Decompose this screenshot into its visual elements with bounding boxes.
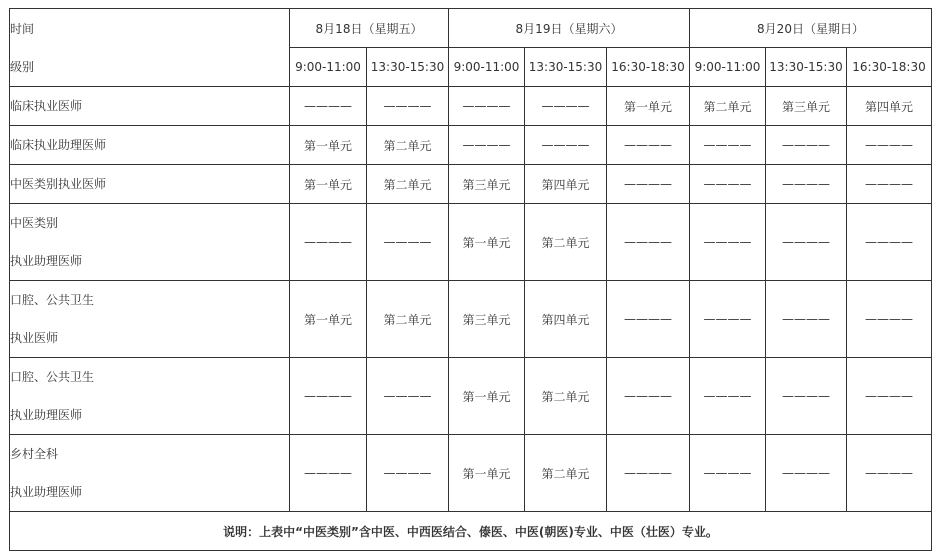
schedule-cell: 第四单元	[525, 281, 607, 358]
time-slot: 16:30-18:30	[847, 48, 932, 87]
schedule-cell: 第三单元	[449, 165, 525, 204]
schedule-cell: ————	[607, 165, 690, 204]
schedule-cell: ————	[766, 126, 847, 165]
row-label-line: 口腔、公共卫生	[10, 293, 95, 307]
schedule-cell: ————	[367, 204, 449, 281]
schedule-table	[9, 8, 932, 551]
table-row	[10, 281, 932, 358]
schedule-cell: 第二单元	[367, 165, 449, 204]
schedule-cell: ————	[525, 87, 607, 126]
schedule-cell: ————	[367, 87, 449, 126]
time-slot: 13:30-15:30	[525, 48, 607, 87]
schedule-cell: 第三单元	[449, 281, 525, 358]
schedule-cell: 第一单元	[290, 126, 367, 165]
schedule-cell: ————	[690, 435, 766, 512]
row-level-label	[10, 165, 290, 204]
row-label-line: 执业助理医师	[10, 254, 83, 268]
schedule-cell: ————	[690, 165, 766, 204]
header-row-slots	[10, 48, 932, 87]
schedule-cell: ————	[449, 126, 525, 165]
schedule-cell: ————	[766, 435, 847, 512]
date-header-aug18: 8月18日（星期五）	[290, 9, 449, 48]
row-label-line: 执业助理医师	[10, 408, 83, 422]
schedule-cell: 第一单元	[449, 204, 525, 281]
row-label-line: 临床执业助理医师	[10, 138, 107, 152]
row-level-label	[10, 87, 290, 126]
schedule-cell: ————	[847, 204, 932, 281]
schedule-cell: 第二单元	[525, 204, 607, 281]
schedule-cell: 第二单元	[367, 126, 449, 165]
row-level-label	[10, 281, 290, 358]
schedule-cell: ————	[690, 358, 766, 435]
row-label-line: 中医类别执业医师	[10, 177, 107, 191]
schedule-cell: ————	[766, 204, 847, 281]
schedule-cell: 第一单元	[449, 358, 525, 435]
header-level-label: 级别	[10, 48, 290, 87]
schedule-cell: ————	[367, 358, 449, 435]
table-row	[10, 87, 932, 126]
row-level-label	[10, 358, 290, 435]
time-slot: 13:30-15:30	[766, 48, 847, 87]
time-slot: 9:00-11:00	[690, 48, 766, 87]
schedule-cell: ————	[607, 281, 690, 358]
schedule-cell: 第四单元	[525, 165, 607, 204]
table-row	[10, 435, 932, 512]
schedule-cell: 第三单元	[766, 87, 847, 126]
schedule-cell: ————	[766, 281, 847, 358]
table-row	[10, 204, 932, 281]
time-slot: 16:30-18:30	[607, 48, 690, 87]
schedule-cell: ————	[847, 435, 932, 512]
time-slot: 9:00-11:00	[449, 48, 525, 87]
table-row	[10, 165, 932, 204]
schedule-cell: 第二单元	[367, 281, 449, 358]
row-label-line: 乡村全科	[10, 447, 59, 461]
schedule-cell: ————	[449, 87, 525, 126]
row-level-label	[10, 126, 290, 165]
schedule-cell: 第四单元	[847, 87, 932, 126]
schedule-cell: 第一单元	[607, 87, 690, 126]
date-header-aug19: 8月19日（星期六）	[449, 9, 690, 48]
schedule-cell: ————	[607, 435, 690, 512]
note-row	[10, 512, 932, 551]
schedule-cell: ————	[690, 281, 766, 358]
header-time-label: 时间	[10, 9, 290, 48]
table-note: 说明：上表中“中医类别”含中医、中西医结合、傣医、中医(朝医)专业、中医（壮医）专业。	[10, 512, 932, 551]
row-label-line: 执业助理医师	[10, 485, 83, 499]
schedule-cell: ————	[690, 204, 766, 281]
schedule-cell: ————	[525, 126, 607, 165]
schedule-cell: ————	[766, 358, 847, 435]
date-header-aug20: 8月20日（星期日）	[690, 9, 932, 48]
row-level-label	[10, 435, 290, 512]
time-slot: 9:00-11:00	[290, 48, 367, 87]
schedule-cell: ————	[607, 126, 690, 165]
row-label-line: 口腔、公共卫生	[10, 370, 95, 384]
schedule-cell: ————	[367, 435, 449, 512]
schedule-cell: ————	[607, 358, 690, 435]
schedule-cell: 第二单元	[525, 358, 607, 435]
schedule-cell: ————	[766, 165, 847, 204]
row-label-line: 执业医师	[10, 331, 59, 345]
row-label-line: 临床执业医师	[10, 99, 83, 113]
schedule-cell: ————	[290, 87, 367, 126]
schedule-cell: ————	[690, 126, 766, 165]
schedule-cell: 第一单元	[290, 165, 367, 204]
schedule-cell: ————	[290, 358, 367, 435]
schedule-cell: 第一单元	[449, 435, 525, 512]
schedule-cell: 第二单元	[525, 435, 607, 512]
table-row	[10, 126, 932, 165]
schedule-cell: ————	[847, 165, 932, 204]
schedule-cell: ————	[290, 435, 367, 512]
schedule-cell: 第一单元	[290, 281, 367, 358]
schedule-cell: ————	[607, 204, 690, 281]
header-row-dates	[10, 9, 932, 48]
schedule-cell: ————	[290, 204, 367, 281]
table-row	[10, 358, 932, 435]
row-level-label	[10, 204, 290, 281]
schedule-cell: ————	[847, 126, 932, 165]
exam-schedule	[9, 8, 932, 551]
time-slot: 13:30-15:30	[367, 48, 449, 87]
schedule-cell: 第二单元	[690, 87, 766, 126]
row-label-line: 中医类别	[10, 216, 59, 230]
schedule-cell: ————	[847, 358, 932, 435]
schedule-cell: ————	[847, 281, 932, 358]
